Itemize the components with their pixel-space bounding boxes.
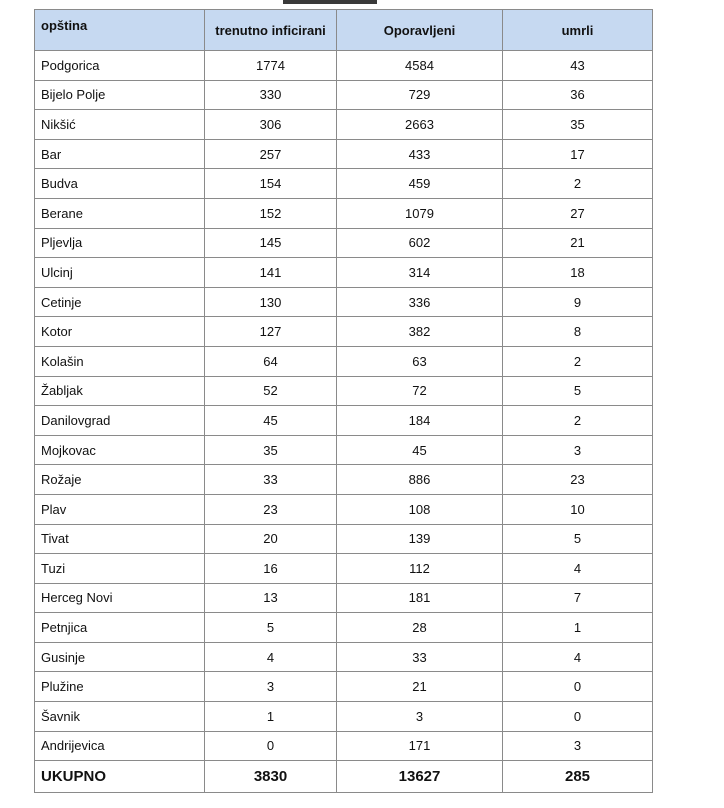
table-row	[35, 672, 653, 702]
cell-recovered: 382	[337, 317, 503, 347]
header-row	[35, 10, 653, 51]
window-tab-handle	[283, 0, 377, 4]
cell-recovered: 3	[337, 702, 503, 732]
cell-deceased: 5	[503, 376, 653, 406]
cell-municipality: Podgorica	[35, 51, 205, 81]
cell-deceased: 1	[503, 613, 653, 643]
cell-recovered: 886	[337, 465, 503, 495]
cell-currently-infected: 13	[205, 583, 337, 613]
cell-municipality: Kolašin	[35, 346, 205, 376]
cell-currently-infected: 3	[205, 672, 337, 702]
cell-recovered: 181	[337, 583, 503, 613]
cell-municipality: Rožaje	[35, 465, 205, 495]
cell-municipality: Tivat	[35, 524, 205, 554]
cell-recovered: 72	[337, 376, 503, 406]
cell-deceased: 17	[503, 139, 653, 169]
cell-recovered: 602	[337, 228, 503, 258]
cell-currently-infected: 5	[205, 613, 337, 643]
cell-currently-infected: 154	[205, 169, 337, 199]
table-row	[35, 583, 653, 613]
cell-municipality: Berane	[35, 198, 205, 228]
cell-currently-infected: 257	[205, 139, 337, 169]
cell-municipality: Ulcinj	[35, 258, 205, 288]
total-row	[35, 761, 653, 793]
cell-currently-infected: 306	[205, 110, 337, 140]
cell-deceased: 2	[503, 346, 653, 376]
cell-currently-infected: 141	[205, 258, 337, 288]
cell-recovered: 112	[337, 554, 503, 584]
table-row	[35, 139, 653, 169]
cell-currently-infected: 16	[205, 554, 337, 584]
cell-municipality: Plužine	[35, 672, 205, 702]
cell-deceased: 3	[503, 731, 653, 761]
table-row	[35, 406, 653, 436]
municipality-stats-table	[34, 9, 653, 793]
header-currently-infected: trenutno inficirani	[205, 10, 337, 51]
cell-deceased: 18	[503, 258, 653, 288]
cell-municipality: Plav	[35, 494, 205, 524]
cell-recovered: 4584	[337, 51, 503, 81]
cell-deceased: 8	[503, 317, 653, 347]
cell-currently-infected: 330	[205, 80, 337, 110]
table-row	[35, 169, 653, 199]
table-row	[35, 80, 653, 110]
cell-currently-infected: 1	[205, 702, 337, 732]
cell-currently-infected: 130	[205, 287, 337, 317]
cell-municipality: Tuzi	[35, 554, 205, 584]
cell-recovered: 314	[337, 258, 503, 288]
table-row	[35, 731, 653, 761]
cell-currently-infected: 4	[205, 642, 337, 672]
cell-deceased: 27	[503, 198, 653, 228]
cell-recovered: 45	[337, 435, 503, 465]
cell-recovered: 459	[337, 169, 503, 199]
cell-recovered: 28	[337, 613, 503, 643]
cell-recovered: 2663	[337, 110, 503, 140]
cell-deceased: 21	[503, 228, 653, 258]
cell-currently-infected: 152	[205, 198, 337, 228]
table-row	[35, 346, 653, 376]
cell-municipality: Žabljak	[35, 376, 205, 406]
table-row	[35, 702, 653, 732]
table-row	[35, 51, 653, 81]
cell-deceased: 4	[503, 642, 653, 672]
cell-recovered: 63	[337, 346, 503, 376]
cell-municipality: Bar	[35, 139, 205, 169]
cell-recovered: 108	[337, 494, 503, 524]
table-row	[35, 494, 653, 524]
cell-currently-infected: 20	[205, 524, 337, 554]
cell-recovered: 336	[337, 287, 503, 317]
cell-municipality: Andrijevica	[35, 731, 205, 761]
header-recovered: Oporavljeni	[337, 10, 503, 51]
cell-deceased: 35	[503, 110, 653, 140]
cell-recovered: 33	[337, 642, 503, 672]
cell-municipality: Petnjica	[35, 613, 205, 643]
cell-recovered: 433	[337, 139, 503, 169]
cell-recovered: 21	[337, 672, 503, 702]
cell-currently-infected: 45	[205, 406, 337, 436]
total-recovered: 13627	[337, 761, 503, 793]
cell-deceased: 36	[503, 80, 653, 110]
cell-deceased: 9	[503, 287, 653, 317]
cell-municipality: Kotor	[35, 317, 205, 347]
cell-recovered: 729	[337, 80, 503, 110]
total-label: UKUPNO	[35, 761, 205, 793]
table-row	[35, 524, 653, 554]
cell-municipality: Bijelo Polje	[35, 80, 205, 110]
table-row	[35, 435, 653, 465]
table-row	[35, 613, 653, 643]
table-row	[35, 554, 653, 584]
cell-municipality: Budva	[35, 169, 205, 199]
cell-recovered: 171	[337, 731, 503, 761]
cell-currently-infected: 64	[205, 346, 337, 376]
cell-municipality: Pljevlja	[35, 228, 205, 258]
table-row	[35, 317, 653, 347]
cell-municipality: Nikšić	[35, 110, 205, 140]
header-deceased: umrli	[503, 10, 653, 51]
cell-municipality: Gusinje	[35, 642, 205, 672]
cell-currently-infected: 52	[205, 376, 337, 406]
cell-municipality: Šavnik	[35, 702, 205, 732]
cell-municipality: Cetinje	[35, 287, 205, 317]
table-row	[35, 110, 653, 140]
cell-deceased: 10	[503, 494, 653, 524]
table-row	[35, 228, 653, 258]
cell-deceased: 7	[503, 583, 653, 613]
cell-currently-infected: 1774	[205, 51, 337, 81]
cell-recovered: 139	[337, 524, 503, 554]
table-row	[35, 642, 653, 672]
table-body	[35, 51, 653, 761]
table-row	[35, 376, 653, 406]
table-row	[35, 465, 653, 495]
table-row	[35, 287, 653, 317]
cell-deceased: 2	[503, 406, 653, 436]
table-row	[35, 258, 653, 288]
cell-deceased: 43	[503, 51, 653, 81]
total-deceased: 285	[503, 761, 653, 793]
cell-deceased: 3	[503, 435, 653, 465]
cell-deceased: 5	[503, 524, 653, 554]
cell-currently-infected: 23	[205, 494, 337, 524]
cell-deceased: 0	[503, 702, 653, 732]
cell-currently-infected: 145	[205, 228, 337, 258]
cell-deceased: 2	[503, 169, 653, 199]
cell-recovered: 1079	[337, 198, 503, 228]
cell-municipality: Danilovgrad	[35, 406, 205, 436]
cell-municipality: Herceg Novi	[35, 583, 205, 613]
cell-recovered: 184	[337, 406, 503, 436]
table-row	[35, 198, 653, 228]
cell-currently-infected: 127	[205, 317, 337, 347]
cell-deceased: 23	[503, 465, 653, 495]
total-currently-infected: 3830	[205, 761, 337, 793]
cell-currently-infected: 0	[205, 731, 337, 761]
header-municipality: opština	[35, 10, 205, 51]
cell-deceased: 4	[503, 554, 653, 584]
cell-municipality: Mojkovac	[35, 435, 205, 465]
cell-currently-infected: 35	[205, 435, 337, 465]
cell-deceased: 0	[503, 672, 653, 702]
cell-currently-infected: 33	[205, 465, 337, 495]
